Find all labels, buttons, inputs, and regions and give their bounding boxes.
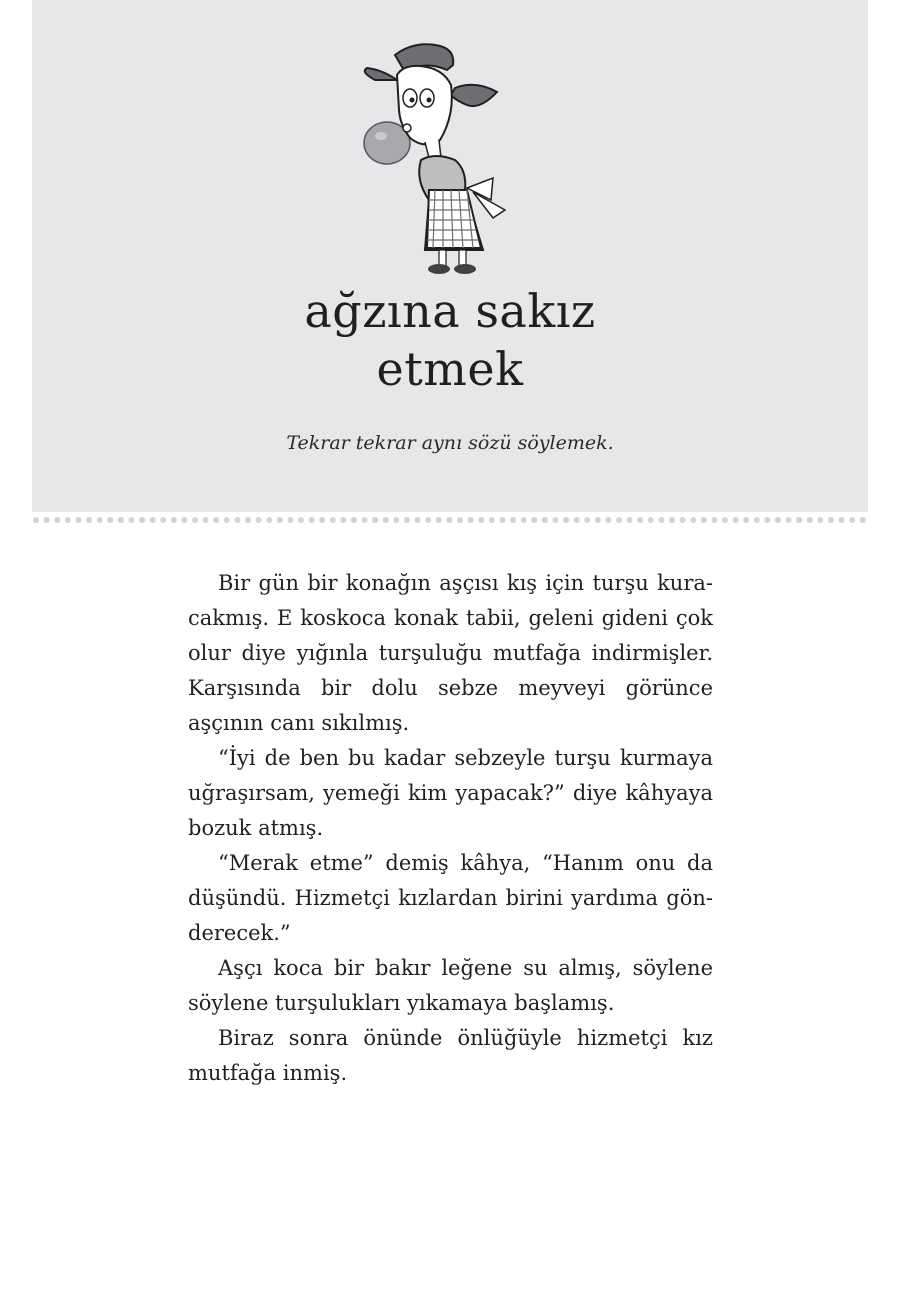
- divider-dot: [828, 517, 834, 523]
- divider-dot: [849, 517, 855, 523]
- divider-dot: [362, 517, 368, 523]
- divider-dot: [33, 517, 39, 523]
- divider-dot: [574, 517, 580, 523]
- divider-dot: [44, 517, 50, 523]
- divider-dot: [860, 517, 866, 523]
- divider-dot: [521, 517, 527, 523]
- divider-dot: [330, 517, 336, 523]
- divider-dot: [648, 517, 654, 523]
- divider-dot: [181, 517, 187, 523]
- divider-dot: [234, 517, 240, 523]
- divider-dot: [489, 517, 495, 523]
- divider-dot: [54, 517, 60, 523]
- dotted-divider: [32, 515, 868, 525]
- divider-dot: [531, 517, 537, 523]
- divider-dot: [86, 517, 92, 523]
- divider-dot: [796, 517, 802, 523]
- divider-dot: [298, 517, 304, 523]
- divider-dot: [817, 517, 823, 523]
- divider-dot: [75, 517, 81, 523]
- divider-dot: [446, 517, 452, 523]
- divider-dot: [658, 517, 664, 523]
- divider-dot: [287, 517, 293, 523]
- divider-dot: [256, 517, 262, 523]
- divider-dot: [340, 517, 346, 523]
- divider-dot: [383, 517, 389, 523]
- divider-dot: [425, 517, 431, 523]
- divider-dot: [552, 517, 558, 523]
- paragraph: Aşçı koca bir bakır leğene su almış, söylene söylene turşulukları yıkamaya başlamış.: [188, 956, 713, 1015]
- divider-dot: [701, 517, 707, 523]
- page-title: [0, 282, 900, 398]
- paragraph: “Merak etme” demiş kâhya, “Hanım onu da düşündü. Hizmetçi kızlardan birini yardıma gönderecek.”: [188, 851, 713, 945]
- divider-dot: [605, 517, 611, 523]
- divider-dot: [415, 517, 421, 523]
- divider-dot: [309, 517, 315, 523]
- divider-dot: [563, 517, 569, 523]
- divider-dot: [637, 517, 643, 523]
- divider-dot: [468, 517, 474, 523]
- divider-dot: [150, 517, 156, 523]
- divider-dot: [351, 517, 357, 523]
- divider-dot: [203, 517, 209, 523]
- divider-dot: [393, 517, 399, 523]
- divider-dot: [65, 517, 71, 523]
- divider-dot: [499, 517, 505, 523]
- title-line-1: ağzına sakız: [304, 284, 596, 338]
- divider-dot: [118, 517, 124, 523]
- divider-dot: [171, 517, 177, 523]
- idiom-definition: Tekrar tekrar aynı sözü söylemek.: [286, 432, 614, 454]
- divider-dot: [213, 517, 219, 523]
- divider-dot: [160, 517, 166, 523]
- divider-dot: [584, 517, 590, 523]
- divider-dot: [319, 517, 325, 523]
- divider-dot: [436, 517, 442, 523]
- divider-dot: [404, 517, 410, 523]
- story-text: [188, 566, 713, 1091]
- divider-dot: [839, 517, 845, 523]
- divider-dot: [711, 517, 717, 523]
- paragraph: Bir gün bir konağın aşçısı kış için turşu kuracakmış. E koskoca konak tabii, geleni gideni çok olur diye yığınla turşuluğu mutfağa indirmişler. Karşısında bir dolu sebze meyveyi görünce aşçının canı sıkılmış.: [188, 571, 713, 735]
- divider-dot: [457, 517, 463, 523]
- divider-dot: [277, 517, 283, 523]
- divider-dot: [764, 517, 770, 523]
- divider-dot: [743, 517, 749, 523]
- divider-dot: [224, 517, 230, 523]
- divider-dot: [542, 517, 548, 523]
- paragraph: “İyi de ben bu kadar sebzeyle turşu kurmaya uğraşırsam, yemeği kim yapacak?” diye kâhyaya bozuk atmış.: [188, 746, 713, 840]
- divider-dot: [627, 517, 633, 523]
- divider-dot: [372, 517, 378, 523]
- paragraph: Biraz sonra önünde önlüğüyle hizmetçi kız mutfağa inmiş.: [188, 1026, 713, 1085]
- divider-dot: [733, 517, 739, 523]
- girl-blowing-bubblegum-illustration: [355, 40, 530, 280]
- divider-dot: [97, 517, 103, 523]
- divider-dot: [478, 517, 484, 523]
- divider-dot: [595, 517, 601, 523]
- divider-dot: [107, 517, 113, 523]
- title-line-2: etmek: [376, 342, 524, 396]
- divider-dot: [722, 517, 728, 523]
- divider-dot: [775, 517, 781, 523]
- divider-dot: [669, 517, 675, 523]
- divider-dot: [510, 517, 516, 523]
- divider-dot: [139, 517, 145, 523]
- divider-dot: [616, 517, 622, 523]
- divider-dot: [266, 517, 272, 523]
- divider-dot: [754, 517, 760, 523]
- divider-dot: [680, 517, 686, 523]
- divider-dot: [128, 517, 134, 523]
- divider-dot: [192, 517, 198, 523]
- divider-dot: [786, 517, 792, 523]
- divider-dot: [807, 517, 813, 523]
- divider-dot: [690, 517, 696, 523]
- divider-dot: [245, 517, 251, 523]
